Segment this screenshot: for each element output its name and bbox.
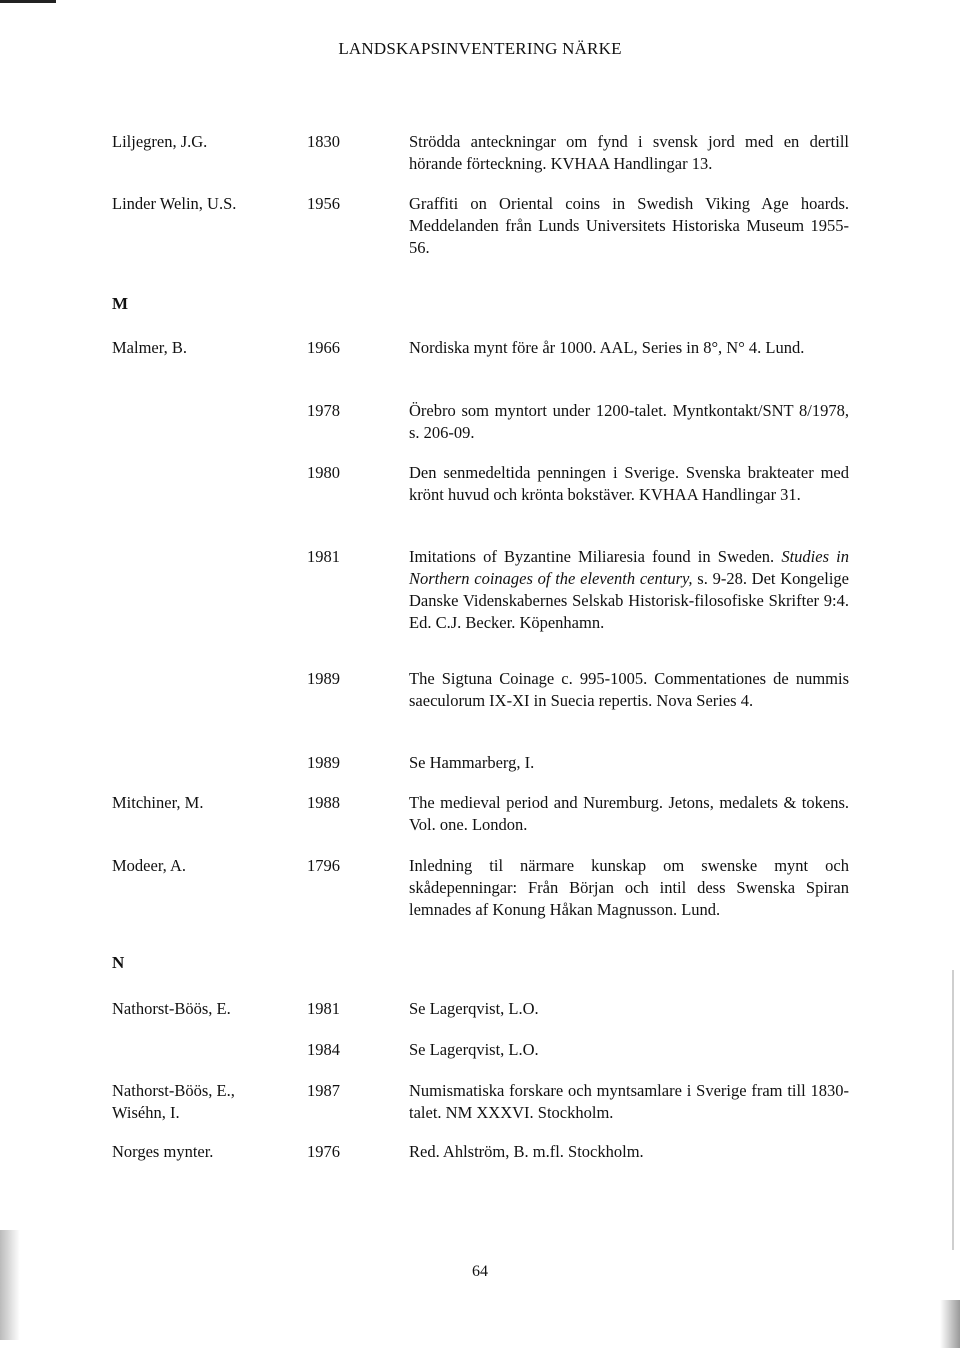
entry-year: 1966: [307, 338, 340, 357]
entry-author: Modeer, A.: [112, 856, 187, 875]
entry-author: Norges mynter.: [112, 1142, 214, 1161]
entry-year: 1989: [307, 669, 340, 688]
entry-description-italic: Studies in Northern coinages of the eleventh century,: [409, 547, 849, 588]
entry-year: 1796: [307, 856, 340, 875]
entry-description: Nordiska mynt före år 1000. AAL, Series in 8°, N° 4. Lund.: [409, 338, 805, 357]
entry-author: Nathorst-Böös, E., Wiséhn, I.: [112, 1081, 235, 1122]
entry-description: Strödda anteckningar om fynd i svensk jord med en dertill hörande förteckning. KVHAA Handlingar 13.: [409, 132, 849, 173]
entry-description: Inledning til närmare kunskap om swenske mynt och skådepenningar: Från Början och intil dess Swenska Spiran lemnades af Konung Håkan Magnusson. Lund.: [409, 856, 849, 919]
entry-author: Malmer, B.: [112, 338, 187, 357]
entry-description-part: Imitations of Byzantine Miliaresia found in Sweden.: [409, 547, 775, 566]
entry-description: Se Hammarberg, I.: [409, 753, 535, 772]
entry-description: The Sigtuna Coinage c. 995-1005. Commentationes de nummis saeculorum IX-XI in Suecia repertis. Nova Series 4.: [409, 669, 849, 710]
entry-description-part: s. 9-28. Det Kongelige Danske Videnskabernes Selskab Historisk-filosofiske Skrifter 9:4. Ed. C.J. Becker. Köpenhamn.: [409, 569, 849, 632]
entry-year: 1984: [307, 1040, 340, 1059]
entry-author: Mitchiner, M.: [112, 793, 204, 812]
entry-author: Liljegren, J.G.: [112, 132, 208, 151]
page-title: LANDSKAPSINVENTERING NÄRKE: [338, 39, 622, 58]
entry-year: 1978: [307, 401, 340, 420]
scan-edge-mark: [0, 0, 56, 3]
entry-description: Se Lagerqvist, L.O.: [409, 1040, 539, 1059]
scan-edge-mark: [0, 1230, 20, 1340]
entry-year: 1988: [307, 793, 340, 812]
entry-description: Örebro som myntort under 1200-talet. Myntkontakt/SNT 8/1978, s. 206-09.: [409, 401, 849, 442]
entry-author: Linder Welin, U.S.: [112, 194, 237, 213]
entry-description: Graffiti on Oriental coins in Swedish Viking Age hoards. Meddelanden från Lunds Universitets Historiska Museum 1955-56.: [409, 194, 849, 257]
section-heading-m: M: [112, 294, 129, 313]
entry-year: 1987: [307, 1081, 340, 1100]
entry-author: Nathorst-Böös, E.: [112, 999, 231, 1018]
entry-year: 1989: [307, 753, 340, 772]
entry-year: 1980: [307, 463, 340, 482]
entry-year: 1981: [307, 999, 340, 1018]
entry-year: 1956: [307, 194, 340, 213]
entry-description: Red. Ahlström, B. m.fl. Stockholm.: [409, 1142, 644, 1161]
entry-year: 1976: [307, 1142, 340, 1161]
scan-edge-mark: [952, 970, 954, 1250]
entry-description: Den senmedeltida penningen i Sverige. Svenska brakteater med krönt huvud och krönta bokstäver. KVHAA Handlingar 31.: [409, 463, 849, 504]
section-heading-n: N: [112, 953, 125, 972]
entry-description: [409, 546, 849, 634]
page-number: 64: [472, 1263, 488, 1280]
entry-year: 1830: [307, 132, 340, 151]
entry-description: Se Lagerqvist, L.O.: [409, 999, 539, 1018]
scan-edge-mark: [940, 1300, 960, 1348]
entry-year: 1981: [307, 547, 340, 566]
entry-description: Numismatiska forskare och myntsamlare i Sverige fram till 1830-talet. NM XXXVI. Stockholm.: [409, 1081, 849, 1122]
entry-description: The medieval period and Nuremburg. Jetons, medalets & tokens. Vol. one. London.: [409, 793, 849, 834]
